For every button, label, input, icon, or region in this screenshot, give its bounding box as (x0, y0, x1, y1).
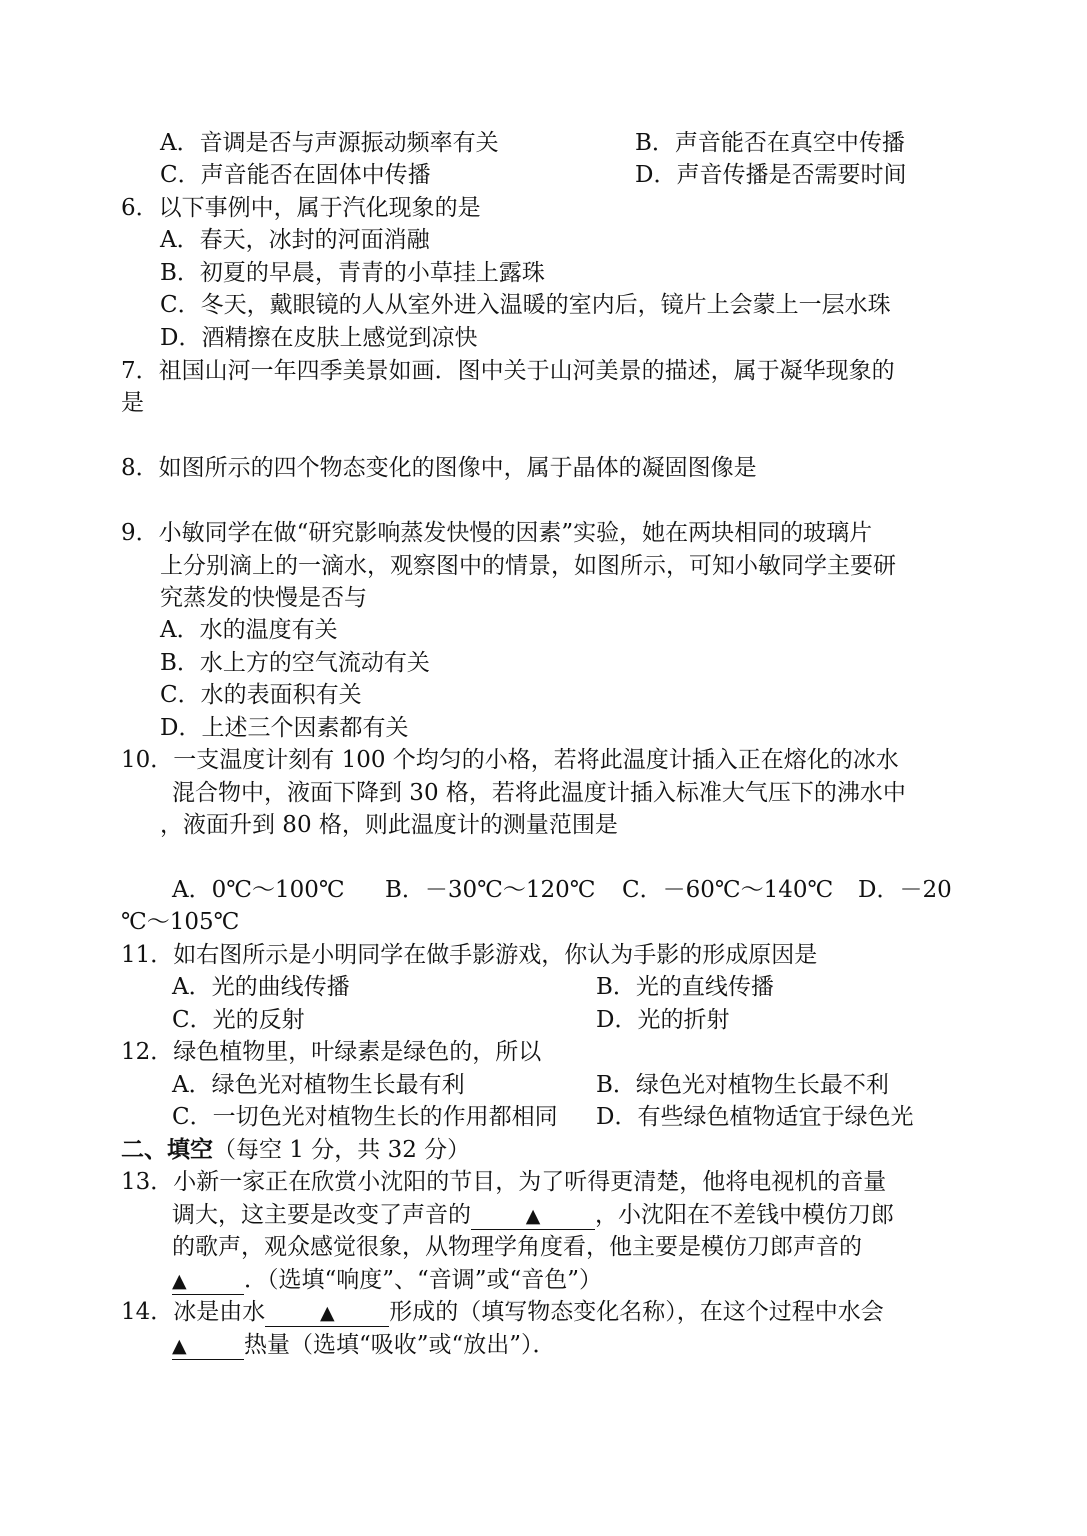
q9-option-b: B．水上方的空气流动有关 (160, 650, 430, 676)
blank-marker-icon: ▲ (172, 1335, 187, 1357)
q10-option-c: C．－60℃～140℃ (622, 877, 834, 903)
q14-answer-blank-1[interactable] (265, 1299, 389, 1327)
blank-marker-icon: ▲ (319, 1302, 335, 1324)
q11-stem: 11．如右图所示是小明同学在做手影游戏，你认为手影的形成原因是 (121, 942, 818, 968)
q7-stem-line2: 是 (121, 390, 144, 416)
q14-line1-text-after: 形成的（填写物态变化名称），在这个过程中水会 (389, 1299, 884, 1325)
q14-answer-blank-2[interactable] (172, 1332, 244, 1360)
section2-heading: 二、填空 (121, 1136, 213, 1163)
q10-option-d: D．－20 (858, 877, 952, 903)
q9-stem-line2: 上分别滴上的一滴水，观察图中的情景，如图所示，可知小敏同学主要研 (160, 553, 896, 579)
q10-option-d-continued: ℃～105℃ (121, 909, 240, 935)
q11-option-c: C．光的反射 (172, 1007, 305, 1033)
q8-stem: 8．如图所示的四个物态变化的图像中，属于晶体的凝固图像是 (121, 455, 757, 481)
q6-option-b: B．初夏的早晨，青青的小草挂上露珠 (160, 260, 545, 286)
blank-marker-icon: ▲ (525, 1205, 541, 1227)
q6-option-d: D．酒精擦在皮肤上感觉到凉快 (160, 325, 478, 351)
q14-line2 (172, 1330, 556, 1360)
section2-heading-line (121, 1135, 470, 1165)
q5-option-c: C．声音能否在固体中传播 (160, 162, 431, 188)
q10-stem-line1: 10．一支温度计刻有 100 个均匀的小格，若将此温度计插入正在熔化的冰水 (121, 747, 899, 773)
q11-option-a: A．光的曲线传播 (172, 974, 350, 1000)
q11-option-d: D．光的折射 (596, 1007, 730, 1033)
blank-marker-icon: ▲ (172, 1270, 187, 1292)
q6-option-c: C．冬天，戴眼镜的人从室外进入温暖的室内后，镜片上会蒙上一层水珠 (160, 292, 891, 318)
q10-stem-line3: ，液面升到 80 格，则此温度计的测量范围是 (160, 812, 618, 838)
q13-line4 (172, 1265, 602, 1295)
q13-line2 (172, 1200, 894, 1230)
q9-stem-line3: 究蒸发的快慢是否与 (160, 585, 367, 611)
q5-option-b: B．声音能否在真空中传播 (635, 130, 905, 156)
q9-option-a: A．水的温度有关 (160, 617, 338, 643)
q13-answer-blank-2[interactable] (172, 1267, 244, 1295)
q13-line4-text-after: ．（选填“响度”、“音调”或“音色”） (244, 1267, 603, 1293)
q12-option-d: D．有些绿色植物适宜于绿色光 (596, 1104, 914, 1130)
q13-line3: 的歌声，观众感觉很象，从物理学角度看，他主要是模仿刀郎声音的 (172, 1234, 862, 1260)
q7-stem-line1: 7．祖国山河一年四季美景如画．图中关于山河美景的描述，属于凝华现象的 (121, 358, 895, 384)
q10-option-a: A．0℃～100℃ (172, 877, 345, 903)
q14-line1 (121, 1297, 884, 1327)
q9-option-c: C．水的表面积有关 (160, 682, 362, 708)
q10-stem-line2: 混合物中，液面下降到 30 格，若将此温度计插入标准大气压下的沸水中 (172, 780, 906, 806)
q12-option-c: C．一切色光对植物生长的作用都相同 (172, 1104, 558, 1130)
q9-option-d: D．上述三个因素都有关 (160, 715, 409, 741)
q12-option-b: B．绿色光对植物生长最不利 (596, 1072, 889, 1098)
q12-option-a: A．绿色光对植物生长最有利 (172, 1072, 465, 1098)
q6-stem: 6．以下事例中，属于汽化现象的是 (121, 195, 481, 221)
q13-answer-blank-1[interactable] (471, 1202, 595, 1230)
q11-option-b: B．光的直线传播 (596, 974, 774, 1000)
q13-line2-text-after: ，小沈阳在不差钱中模仿刀郎 (595, 1202, 894, 1228)
q9-stem-line1: 9．小敏同学在做“研究影响蒸发快慢的因素”实验，她在两块相同的玻璃片 (121, 520, 873, 546)
q13-line2-text-before: 调大，这主要是改变了声音的 (172, 1202, 471, 1228)
q5-option-a: A．音调是否与声源振动频率有关 (160, 130, 499, 156)
q6-option-a: A．春天，冰封的河面消融 (160, 227, 430, 253)
q13-line1: 13．小新一家正在欣赏小沈阳的节目，为了听得更清楚，他将电视机的音量 (121, 1169, 887, 1195)
q14-line2-text-after: 热量（选填“吸收”或“放出”）． (244, 1332, 556, 1358)
q5-option-d: D．声音传播是否需要时间 (635, 162, 907, 188)
q14-line1-text-before: 14．冰是由水 (121, 1299, 266, 1325)
q10-option-b: B．－30℃～120℃ (385, 877, 596, 903)
section2-note: （每空 1 分，共 32 分） (213, 1137, 471, 1163)
q12-stem: 12．绿色植物里，叶绿素是绿色的，所以 (121, 1039, 542, 1065)
